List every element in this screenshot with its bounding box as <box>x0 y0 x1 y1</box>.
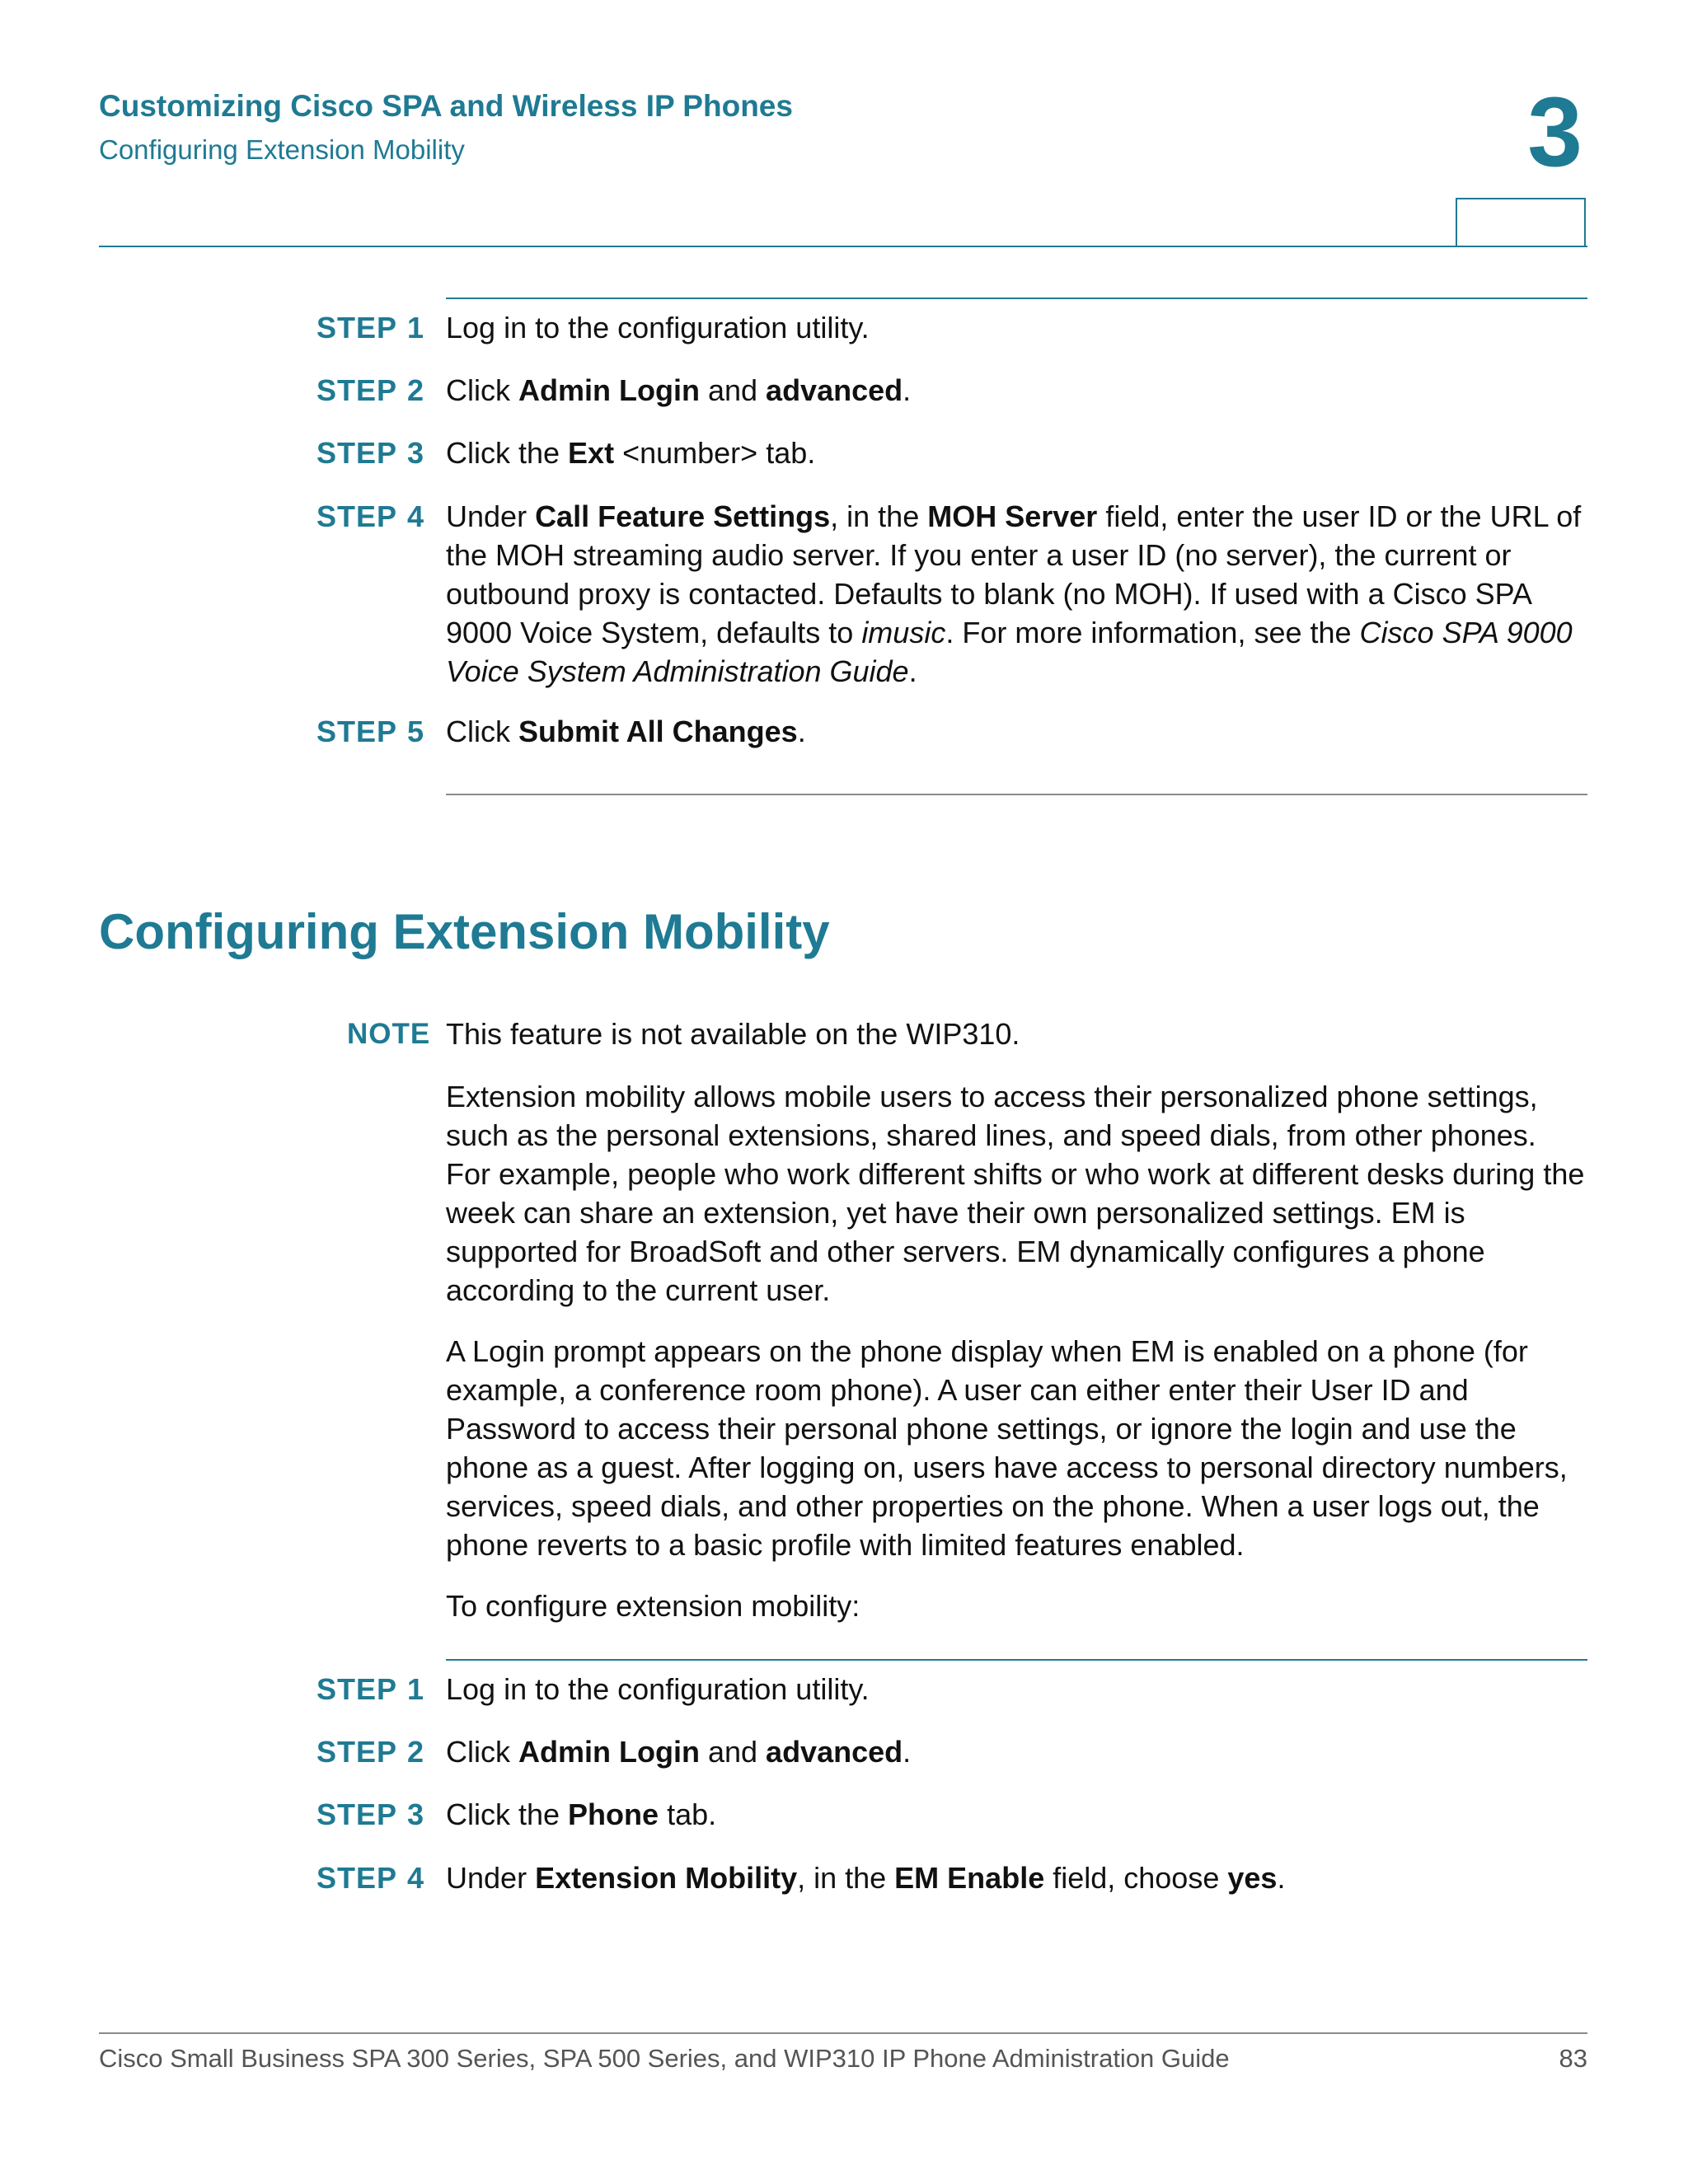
footer-rule <box>99 2032 1587 2034</box>
step-text: Log in to the configuration utility. <box>446 311 870 344</box>
step-text: Under Extension Mobility, in the EM Enable field, choose yes. <box>446 1861 1286 1895</box>
step-text: Click Submit All Changes. <box>446 715 806 748</box>
step-label: STEP 3 <box>316 1797 425 1831</box>
note-text: This feature is not available on the WIP310. <box>446 1017 1020 1051</box>
step-label: STEP 5 <box>316 715 425 748</box>
body-paragraph-2: A Login prompt appears on the phone display when EM is enabled on a phone (for example, a conference room phone). A user can either enter their User ID and Password to access their personal phone settings, or ignore the login and use the phone as a guest. After logging on, users have access to personal directory numbers, services, speed dials, and other properties on the phone. When a user logs out, the phone reverts to a basic profile with limited features enabled. <box>446 1334 1568 1562</box>
step-text: Click Admin Login and advanced. <box>446 373 912 407</box>
step-text: Click the Ext <number> tab. <box>446 436 816 470</box>
step-label: STEP 1 <box>316 311 425 344</box>
body-paragraph-3: To configure extension mobility: <box>446 1589 860 1623</box>
running-header-subtitle: Configuring Extension Mobility <box>99 134 465 165</box>
step-text: Log in to the configuration utility. <box>446 1672 870 1706</box>
step-text: Click the Phone tab. <box>446 1797 717 1831</box>
step-label: STEP 1 <box>316 1672 425 1706</box>
chapter-number: 3 <box>1527 77 1582 187</box>
step-text: Under Call Feature Settings, in the MOH Server field, enter the user ID or the URL of the MOH streaming audio server. If you enter a user ID (no server), the current or outbound proxy is contacted. Defaults to blank (no MOH). If used with a Cisco SPA 9000 Voice System, defaults to imusic. For more information, see the Cisco SPA 9000 Voice System Administration Guide. <box>446 499 1582 688</box>
header-rule <box>99 246 1587 247</box>
procedure2-top-rule <box>446 1659 1587 1661</box>
step-label: STEP 3 <box>316 436 425 470</box>
step-label: STEP 2 <box>316 373 425 407</box>
step-label: STEP 2 <box>316 1735 425 1769</box>
footer-title: Cisco Small Business SPA 300 Series, SPA 500 Series, and WIP310 IP Phone Administration Guide <box>99 2044 1230 2073</box>
step-label: STEP 4 <box>316 499 425 533</box>
procedure1-bottom-rule <box>446 794 1587 795</box>
note-label: NOTE <box>347 1018 431 1050</box>
running-header-title: Customizing Cisco SPA and Wireless IP Phones <box>99 89 793 123</box>
body-paragraph-1: Extension mobility allows mobile users to access their personalized phone settings, such as the personal extensions, shared lines, and speed dials, from other phones. For example, people who work different shifts or who work at different desks during the week can share an extension, yet have their own personalized settings. EM is supported for BroadSoft and other servers. EM dynamically configures a phone according to the current user. <box>446 1080 1585 1307</box>
step-text: Click Admin Login and advanced. <box>446 1735 912 1769</box>
chapter-tab-box <box>1456 198 1586 246</box>
page-number: 83 <box>1559 2044 1587 2073</box>
step-label: STEP 4 <box>316 1861 425 1895</box>
procedure1-top-rule <box>446 298 1587 299</box>
section-heading: Configuring Extension Mobility <box>99 904 830 959</box>
